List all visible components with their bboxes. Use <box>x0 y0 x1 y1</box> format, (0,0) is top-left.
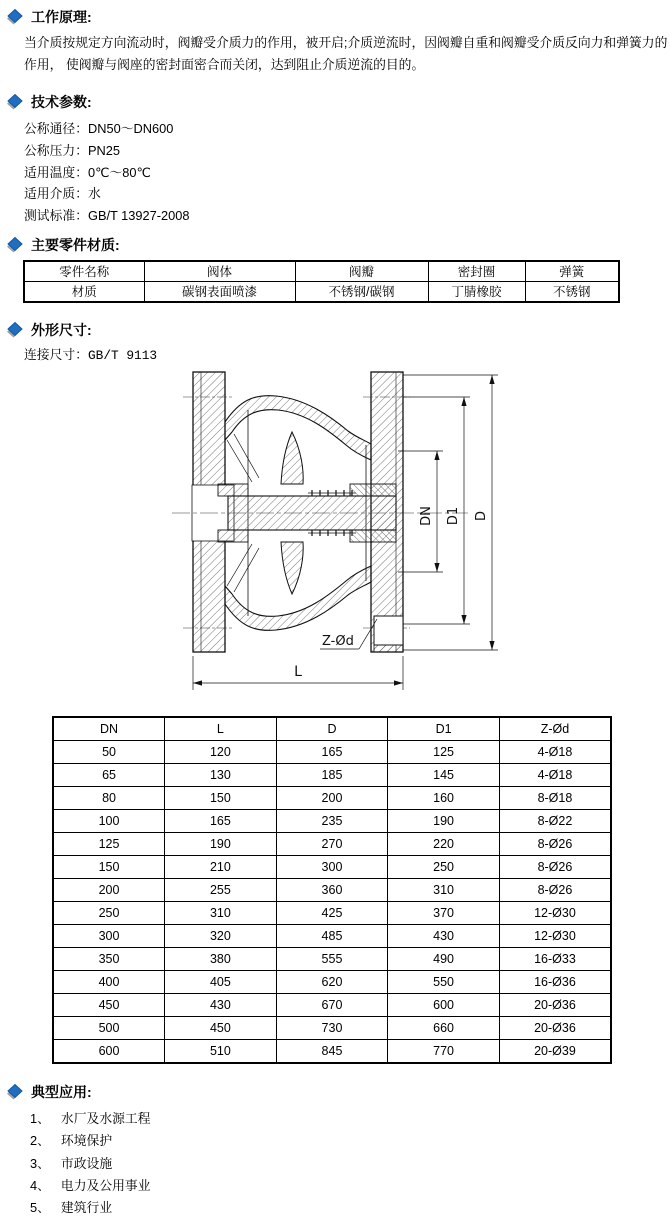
table-row <box>53 1039 611 1063</box>
section-header-tech <box>6 93 670 111</box>
table-cell: 490 <box>388 947 500 970</box>
table-cell: 弹簧 <box>525 261 619 282</box>
param-value: 水 <box>87 186 101 202</box>
table-cell: 300 <box>276 855 388 878</box>
dimension-label-dn: DN <box>419 506 434 526</box>
table-cell: 100 <box>53 809 165 832</box>
table-cell: 450 <box>53 993 165 1016</box>
connection-size-line <box>24 346 670 365</box>
table-cell: 190 <box>388 809 500 832</box>
connection-value: GB/T 9113 <box>87 347 158 363</box>
table-cell: 零件名称 <box>24 261 144 282</box>
table-cell: 125 <box>388 740 500 763</box>
principle-line-1: 当介质按规定方向流动时，阀瓣受介质力的作用，被开启;介质逆流时，因阀瓣自重和阀瓣受介质反向力和弹簧力的 <box>24 35 668 50</box>
table-cell: 密封圈 <box>428 261 525 282</box>
section-header-applications <box>6 1083 670 1101</box>
section-title: 主要零件材质: <box>31 236 120 253</box>
list-item-number: 2、 <box>30 1133 50 1149</box>
applications-list <box>30 1108 670 1219</box>
param-medium <box>24 183 670 205</box>
table-cell: 20-Ø36 <box>499 993 611 1016</box>
table-row <box>53 786 611 809</box>
materials-table <box>23 260 620 303</box>
table-cell: 380 <box>165 947 277 970</box>
table-cell: 8-Ø26 <box>499 832 611 855</box>
table-row <box>53 878 611 901</box>
diamond-bullet-icon <box>6 94 24 110</box>
list-item-number: 1、 <box>30 1110 50 1126</box>
connection-label: 连接尺寸： <box>24 346 88 362</box>
table-cell: 8-Ø18 <box>499 786 611 809</box>
table-cell: 200 <box>53 878 165 901</box>
section-header-principle <box>6 8 670 26</box>
principle-paragraph <box>24 32 670 76</box>
table-cell: 405 <box>165 970 277 993</box>
table-cell: 210 <box>165 855 277 878</box>
principle-line-2: 作用， 使阀瓣与阀座的密封面密合而关闭，达到阻止介质逆流的目的。 <box>24 57 425 72</box>
table-cell: 8-Ø26 <box>499 855 611 878</box>
table-row <box>24 281 619 302</box>
dimension-label-l: L <box>294 663 302 680</box>
bolt-hole <box>374 616 403 652</box>
diamond-bullet-icon <box>6 237 24 253</box>
table-cell: 65 <box>53 763 165 786</box>
table-row <box>53 1016 611 1039</box>
table-cell: 150 <box>165 786 277 809</box>
table-cell: 320 <box>165 924 277 947</box>
table-row <box>53 855 611 878</box>
dimension-label-d1: D1 <box>446 506 461 526</box>
section-title: 技术参数: <box>31 94 92 110</box>
section-title: 外形尺寸: <box>31 321 92 338</box>
table-cell: 丁腈橡胶 <box>428 281 525 302</box>
list-item-label: 市政设施 <box>60 1155 113 1171</box>
table-cell: 16-Ø36 <box>499 970 611 993</box>
table-cell: 125 <box>53 832 165 855</box>
table-cell: DN <box>53 717 165 741</box>
table-row <box>53 740 611 763</box>
param-label: 公称通径： <box>24 121 88 136</box>
table-cell: 450 <box>165 1016 277 1039</box>
table-cell: 600 <box>53 1039 165 1063</box>
table-cell: 555 <box>276 947 388 970</box>
table-cell: 8-Ø22 <box>499 809 611 832</box>
diamond-bullet-icon <box>6 1084 24 1100</box>
param-nominal-diameter <box>24 118 670 140</box>
param-label: 测试标准： <box>24 208 88 224</box>
table-cell: 165 <box>276 740 388 763</box>
section-title: 工作原理: <box>31 9 92 25</box>
table-cell: 160 <box>388 786 500 809</box>
table-cell: 阀瓣 <box>295 261 428 282</box>
table-cell: 250 <box>388 855 500 878</box>
table-cell: 材质 <box>24 281 144 302</box>
table-cell: 185 <box>276 763 388 786</box>
dimension-label-d: D <box>474 510 489 521</box>
table-cell: 不锈钢 <box>525 281 619 302</box>
table-cell: 190 <box>165 832 277 855</box>
table-row <box>53 717 611 741</box>
table-cell: 500 <box>53 1016 165 1039</box>
table-cell: 20-Ø39 <box>499 1039 611 1063</box>
dimension-label-z-od: Z-Ød <box>322 633 354 649</box>
guide-bushing-bottom <box>350 530 396 542</box>
table-cell: 80 <box>53 786 165 809</box>
list-item-number: 5、 <box>30 1200 50 1216</box>
table-cell: 16-Ø33 <box>499 947 611 970</box>
table-cell: Z-Ød <box>499 717 611 741</box>
param-value: GB/T 13927-2008 <box>87 208 190 224</box>
table-row <box>53 901 611 924</box>
param-value: PN25 <box>87 142 120 158</box>
section-header-materials <box>6 236 670 254</box>
table-cell: 12-Ø30 <box>499 924 611 947</box>
table-cell: 400 <box>53 970 165 993</box>
table-cell: 600 <box>388 993 500 1016</box>
table-cell: 485 <box>276 924 388 947</box>
table-cell: 425 <box>276 901 388 924</box>
table-row <box>24 261 619 282</box>
valve-disc-bottom <box>281 542 303 594</box>
table-cell: 430 <box>165 993 277 1016</box>
table-cell: 270 <box>276 832 388 855</box>
table-cell: 阀体 <box>144 261 295 282</box>
table-cell: 4-Ø18 <box>499 740 611 763</box>
param-nominal-pressure <box>24 140 670 162</box>
param-value: 0℃～80℃ <box>87 164 151 180</box>
table-cell: 350 <box>53 947 165 970</box>
list-item <box>30 1130 670 1152</box>
table-cell: 370 <box>388 901 500 924</box>
param-value: DN50～DN600 <box>87 121 174 136</box>
table-cell: D1 <box>388 717 500 741</box>
table-cell: L <box>165 717 277 741</box>
table-cell: 8-Ø26 <box>499 878 611 901</box>
list-item <box>30 1197 670 1219</box>
list-item <box>30 1153 670 1175</box>
table-cell: 310 <box>165 901 277 924</box>
param-temperature <box>24 162 670 184</box>
table-cell: 250 <box>53 901 165 924</box>
table-cell: 碳钢表面喷漆 <box>144 281 295 302</box>
table-cell: 130 <box>165 763 277 786</box>
param-label: 适用温度： <box>24 164 88 180</box>
list-item-label: 环境保护 <box>60 1133 113 1149</box>
table-cell: D <box>276 717 388 741</box>
table-cell: 550 <box>388 970 500 993</box>
table-cell: 360 <box>276 878 388 901</box>
list-item-label: 建筑行业 <box>60 1200 113 1216</box>
param-label: 公称压力： <box>24 142 88 158</box>
list-item-number: 4、 <box>30 1177 50 1193</box>
section-header-outline <box>6 321 670 339</box>
table-cell: 150 <box>53 855 165 878</box>
table-cell: 235 <box>276 809 388 832</box>
table-cell: 510 <box>165 1039 277 1063</box>
param-test-standard <box>24 205 670 227</box>
table-row <box>53 970 611 993</box>
table-cell: 不锈钢/碳钢 <box>295 281 428 302</box>
table-row <box>53 993 611 1016</box>
table-row <box>53 947 611 970</box>
list-item <box>30 1175 670 1197</box>
list-item <box>30 1108 670 1130</box>
table-cell: 255 <box>165 878 277 901</box>
table-row <box>53 924 611 947</box>
param-label: 适用介质： <box>24 186 88 202</box>
table-cell: 165 <box>165 809 277 832</box>
table-cell: 660 <box>388 1016 500 1039</box>
table-cell: 430 <box>388 924 500 947</box>
table-cell: 670 <box>276 993 388 1016</box>
table-cell: 620 <box>276 970 388 993</box>
table-cell: 12-Ø30 <box>499 901 611 924</box>
table-cell: 770 <box>388 1039 500 1063</box>
diamond-bullet-icon <box>6 9 24 25</box>
tech-params-list <box>24 118 670 227</box>
dimensions-table <box>52 716 612 1064</box>
table-cell: 145 <box>388 763 500 786</box>
list-item-label: 水厂及水源工程 <box>60 1110 151 1126</box>
table-cell: 310 <box>388 878 500 901</box>
table-cell: 200 <box>276 786 388 809</box>
table-cell: 845 <box>276 1039 388 1063</box>
valve-cross-section-drawing <box>0 365 670 712</box>
table-cell: 4-Ø18 <box>499 763 611 786</box>
table-cell: 730 <box>276 1016 388 1039</box>
table-row <box>53 832 611 855</box>
table-cell: 300 <box>53 924 165 947</box>
valve-disc-top <box>281 432 303 484</box>
list-item-number: 3、 <box>30 1155 50 1171</box>
table-cell: 120 <box>165 740 277 763</box>
section-title: 典型应用: <box>31 1083 92 1100</box>
diamond-bullet-icon <box>6 322 24 338</box>
table-cell: 50 <box>53 740 165 763</box>
guide-bushing-top <box>350 484 396 496</box>
table-row <box>53 763 611 786</box>
list-item-label: 电力及公用事业 <box>60 1177 151 1193</box>
table-row <box>53 809 611 832</box>
table-cell: 20-Ø36 <box>499 1016 611 1039</box>
table-cell: 220 <box>388 832 500 855</box>
